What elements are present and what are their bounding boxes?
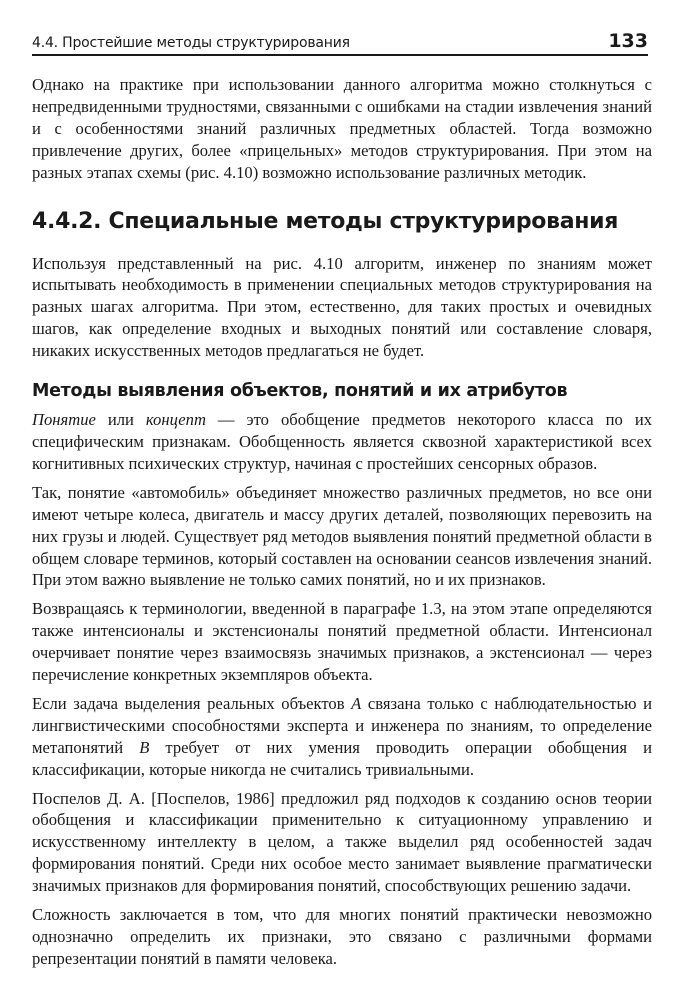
definition-conjunction: или — [95, 410, 146, 430]
section-heading: 4.4.2. Специальные методы структурирования — [32, 208, 619, 234]
definition-paragraph — [32, 409, 652, 475]
objects-text-2: связана только с наблюдательностью и лингвистическими способностями эксперта и инженера по знаниям, то определение метапонятий — [32, 693, 652, 757]
paragraph-terminology: Возвращаясь к терминологии, введенной в параграфе 1.3, на этом этапе определяются также интенсионалы и экстенсионалы понятий предметной области. Интенсионал очерчивает понятие через взаимосвязь значимых признаков, а экстенсионал — через перечисление конкретных экземпляров объекта. — [32, 599, 652, 685]
page-number: 133 — [608, 30, 648, 52]
running-header — [32, 24, 648, 56]
paragraph-automobile: Так, понятие «автомобиль» объединяет множество различных предметов, но все они имеют четыре колеса, двигатель и массу других деталей, позволяющих перевозить на них грузы и людей. Существует ряд методов выявления понятий предметной области в общем словаре терминов, который составлен на основании сеансов извлечения знаний. При этом важно выявление не только самих понятий, но и их признаков. — [32, 482, 652, 590]
paragraph-pospelov: Поспелов Д. А. [Поспелов, 1986] предложил ряд подходов к созданию основ теории обобщения и классификации применительно к ситуационному управлению и искусственному интеллекту в целом, а также выделил ряд особенностей задач формирования понятий. Среди них особое место занимает выявление прагматически значимых признаков для формирования понятий, способствующих решению задачи. — [32, 788, 652, 896]
subsection-heading: Методы выявления объектов, понятий и их атрибутов — [32, 381, 568, 402]
intro-paragraph: Однако на практике при использовании данного алгоритма можно столкнуться с непредвиденными трудностями, связанными с ошибками на стадии извлечения знаний и с особенностями знаний различных предметных областей. Тогда возможно привлечение других, более «прицельных» методов структурирования. При этом на разных этапах схемы (рис. 4.10) возможно использование различных методик. — [32, 75, 652, 182]
paragraph-objects — [32, 693, 652, 781]
variable-a: A — [351, 693, 362, 713]
objects-text-3: требует от них умения проводить операции обобщения и классификации, которые никогда не считались тривиальными. — [32, 737, 652, 779]
page-body — [32, 74, 652, 970]
term-koncept: концепт — [145, 410, 206, 430]
objects-text-1: Если задача выделения реальных объектов — [32, 693, 352, 713]
paragraph-complexity: Сложность заключается в том, что для многих понятий практически невозможно однозначно определить их признаки, это связано с различными формами репрезентации понятий в памяти человека. — [32, 905, 652, 968]
running-header-title: 4.4. Простейшие методы структурирования — [32, 35, 350, 51]
section-paragraph: Используя представленный на рис. 4.10 алгоритм, инженер по знаниям может испытывать необходимость в применении специальных методов структурирования на разных шагах алгоритма. При этом, естественно, для таких простых и очевидных шагов, как определение входных и выходных понятий или составление словаря, никаких искусственных методов предлагаться не будет. — [32, 253, 652, 361]
definition-text: — это обобщение предметов некоторого класса по их специфическим признакам. Обобщенность является сквозной характеристикой всех когнитивных психических структур, начиная с простейших сенсорных образов. — [32, 410, 653, 473]
term-ponyatie: Понятие — [32, 410, 96, 430]
variable-b: B — [139, 737, 150, 757]
